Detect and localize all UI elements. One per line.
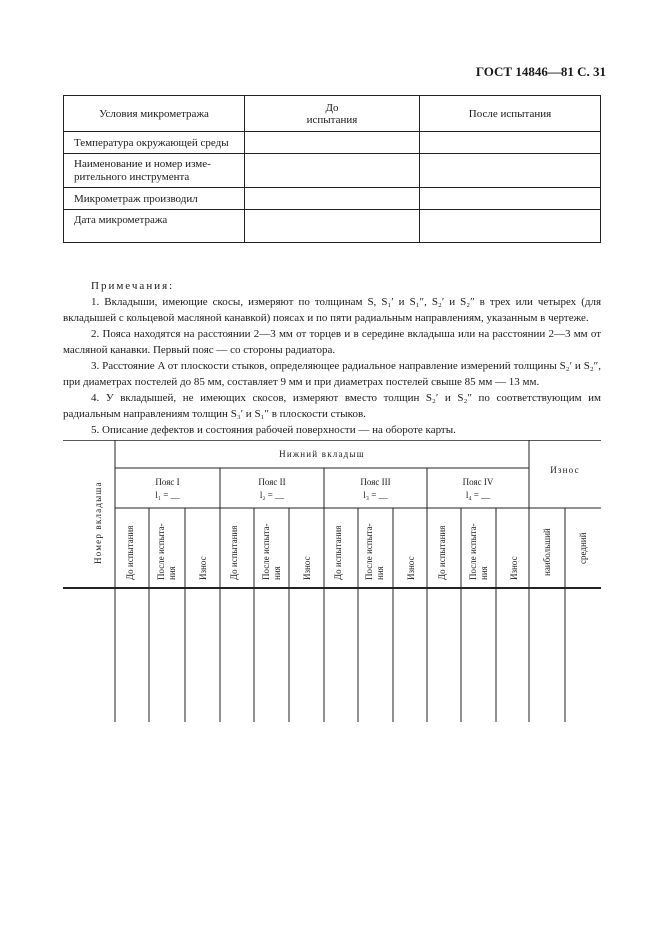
sub-col-before: До испытания <box>333 525 343 580</box>
note-item: 2. Пояса находятся на расстоянии 2—3 мм от торцев и в середине вкладыша или на расстоянии 2—3 мм от масляной канавки. Первый пояс — со стороны радиатора. <box>63 328 601 356</box>
belt-4-length: l₄ = __ <box>465 490 491 500</box>
row-number-header: Номер вкладыша <box>93 481 103 564</box>
sub-col-before: До испытания <box>125 525 135 580</box>
sub-col-wear: Износ <box>509 556 519 580</box>
wear-col-max: наибольший <box>542 528 552 576</box>
sub-col-before: До испытания <box>229 525 239 580</box>
bearing-shell-measurement-table <box>63 440 601 722</box>
row-date: Дата микрометража <box>64 210 245 243</box>
row-performed-by: Микрометраж производил <box>64 188 245 210</box>
cell-empty <box>245 154 420 188</box>
sub-col-wear: Износ <box>198 556 208 580</box>
belt-4-name: Пояс IV <box>462 477 494 487</box>
note-item: 5. Описание дефектов и состояния рабочей поверхности — на обороте карты. <box>91 424 456 436</box>
header-before-test: До испытания <box>245 96 420 132</box>
cell-empty <box>420 188 601 210</box>
header-after-test: После испытания <box>420 96 601 132</box>
wear-col-avg: средний <box>578 532 588 564</box>
wear-header: Износ <box>550 465 580 475</box>
page-header: ГОСТ 14846—81 С. 31 <box>475 64 606 79</box>
cell-empty <box>245 188 420 210</box>
cell-empty <box>245 132 420 154</box>
note-item: 4. У вкладышей, не имеющих скосов, измеряют вместо толщин S₂′ и S₂″ по соответствующим им радиальным направлениям толщин S₃′ и S₁″ в плоскости стыков. <box>63 392 601 420</box>
lower-shell-header: Нижний вкладыш <box>279 449 365 459</box>
notes-title: Примечания: <box>91 280 175 292</box>
sub-col-wear: Износ <box>406 556 416 580</box>
row-ambient-temperature: Температура окружающей среды <box>64 132 245 154</box>
sub-col-after: После испыта- ния <box>364 523 385 580</box>
notes <box>63 278 601 438</box>
belt-1-name: Пояс I <box>155 477 180 487</box>
micrometering-conditions-table <box>63 95 601 243</box>
sub-col-after: После испыта- ния <box>468 523 489 580</box>
sub-col-after: После испыта- ния <box>261 523 282 580</box>
belt-1-length: l₁ = __ <box>155 490 180 500</box>
sub-col-after: После испыта- ния <box>156 523 177 580</box>
note-item: 3. Расстояние A от плоскости стыков, определяющее радиальное направление измерений толщины S₂′ и S₂″, при диаметрах постелей до 85 мм, составляет 9 мм и при диаметрах постелей свыше 85 мм — 13 мм. <box>63 360 601 388</box>
cell-empty <box>245 210 420 243</box>
belt-3-length: l₃ = __ <box>363 490 388 500</box>
sub-col-before: До испытания <box>437 525 447 580</box>
sub-col-wear: Износ <box>302 556 312 580</box>
cell-empty <box>420 132 601 154</box>
belt-2-length: l₂ = __ <box>259 490 285 500</box>
cell-empty <box>420 210 601 243</box>
belt-2-name: Пояс II <box>258 477 286 487</box>
row-instrument: Наименование и номер изме- рительного инструмента <box>64 154 245 188</box>
cell-empty <box>420 154 601 188</box>
note-item: 1. Вкладыши, имеющие скосы, измеряют по толщинам S, S₁′ и S₁″, S₂′ и S₂″ в трех или четырех (для вкладышей с кольцевой масляной канавкой) поясах и по пяти радиальным направлениям, указанным в чертеже. <box>63 296 601 324</box>
header-conditions: Условия микрометража <box>64 96 245 132</box>
belt-3-name: Пояс III <box>360 477 391 487</box>
